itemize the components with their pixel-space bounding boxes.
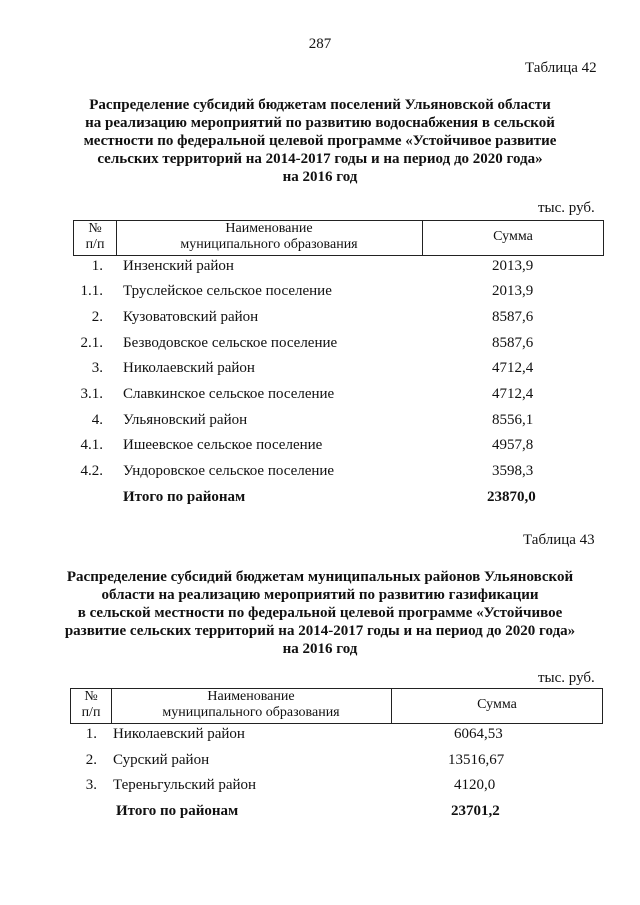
table-43-units: тыс. руб. [538,670,595,686]
heading-line: развитие сельских территорий на 2014-2017 годы и на период до 2020 года» [64,623,576,639]
row-sum: 13516,67 [448,752,505,768]
row-sum: 2013,9 [492,283,534,299]
page-number: 287 [308,36,332,52]
table-row [0,384,640,404]
row-number: 2. [91,309,103,325]
row-number: 2. [85,752,97,768]
column-header-sum: Сумма [493,229,533,244]
row-number: 3. [85,777,97,793]
row-number: 1.1. [80,283,103,299]
table-total-row [0,487,640,507]
row-number: 1. [91,258,103,274]
row-sum: 8587,6 [492,309,534,325]
total-sum: 23870,0 [487,489,536,505]
row-name: Инзенский район [123,258,234,274]
row-name: Николаевский район [123,360,255,376]
row-name: Безводовское сельское поселение [123,335,338,351]
heading-line: местности по федеральной целевой программе «Устойчивое развитие [83,133,557,149]
heading-line: в сельской местности по федеральной целевой программе «Устойчивое [77,605,563,621]
row-sum: 6064,53 [454,726,503,742]
heading-line: Распределение субсидий бюджетам муниципальных районов Ульяновской [66,569,574,585]
row-sum: 8556,1 [492,412,534,428]
heading-line: на реализацию мероприятий по развитию водоснабжения в сельской [85,115,555,131]
row-name: Ишеевское сельское поселение [123,437,323,453]
column-header-name: Наименование муниципального образования [162,689,340,720]
row-name: Тереньгульский район [113,777,257,793]
table-total-row [0,801,640,821]
row-number: 3. [91,360,103,376]
table-row [0,461,640,481]
table-42-units: тыс. руб. [538,200,595,216]
row-number: 4.2. [80,463,103,479]
row-sum: 4120,0 [454,777,496,793]
column-header-name: Наименование муниципального образования [180,221,358,252]
heading-line: на 2016 год [282,169,358,185]
total-sum: 23701,2 [451,803,500,819]
heading-line: на 2016 год [282,641,358,657]
table-43-label: Таблица 43 [523,532,595,548]
row-sum: 2013,9 [492,258,534,274]
table-row [0,775,640,795]
column-header-sum: Сумма [477,697,517,712]
table-row [0,281,640,301]
row-name: Ульяновский район [123,412,248,428]
row-number: 3.1. [80,386,103,402]
row-number: 1. [85,726,97,742]
table-row [0,750,640,770]
row-sum: 4712,4 [492,360,534,376]
column-header-number: № п/п [81,689,101,720]
row-name: Славкинское сельское поселение [123,386,335,402]
row-name: Николаевский район [113,726,245,742]
row-sum: 4957,8 [492,437,534,453]
total-label: Итого по районам [116,803,239,819]
row-name: Кузоватовский район [123,309,259,325]
row-number: 2.1. [80,335,103,351]
row-number: 4.1. [80,437,103,453]
heading-line: сельских территорий на 2014-2017 годы и на период до 2020 года» [97,151,543,167]
table-row [0,333,640,353]
table-43-heading [0,568,640,658]
heading-line: Распределение субсидий бюджетам поселений Ульяновской области [89,97,551,113]
table-row [0,358,640,378]
row-number: 4. [91,412,103,428]
column-header-number: № п/п [85,221,105,252]
row-sum: 8587,6 [492,335,534,351]
table-row [0,435,640,455]
table-row [0,256,640,276]
total-label: Итого по районам [123,489,246,505]
row-name: Сурский район [113,752,210,768]
table-42-label: Таблица 42 [525,60,597,76]
row-sum: 3598,3 [492,463,534,479]
table-row [0,307,640,327]
table-row [0,410,640,430]
row-name: Труслейское сельское поселение [123,283,332,299]
table-42-heading [0,96,640,186]
table-row [0,724,640,744]
row-sum: 4712,4 [492,386,534,402]
row-name: Ундоровское сельское поселение [123,463,335,479]
heading-line: области на реализацию мероприятий по развитию газификации [101,587,539,603]
